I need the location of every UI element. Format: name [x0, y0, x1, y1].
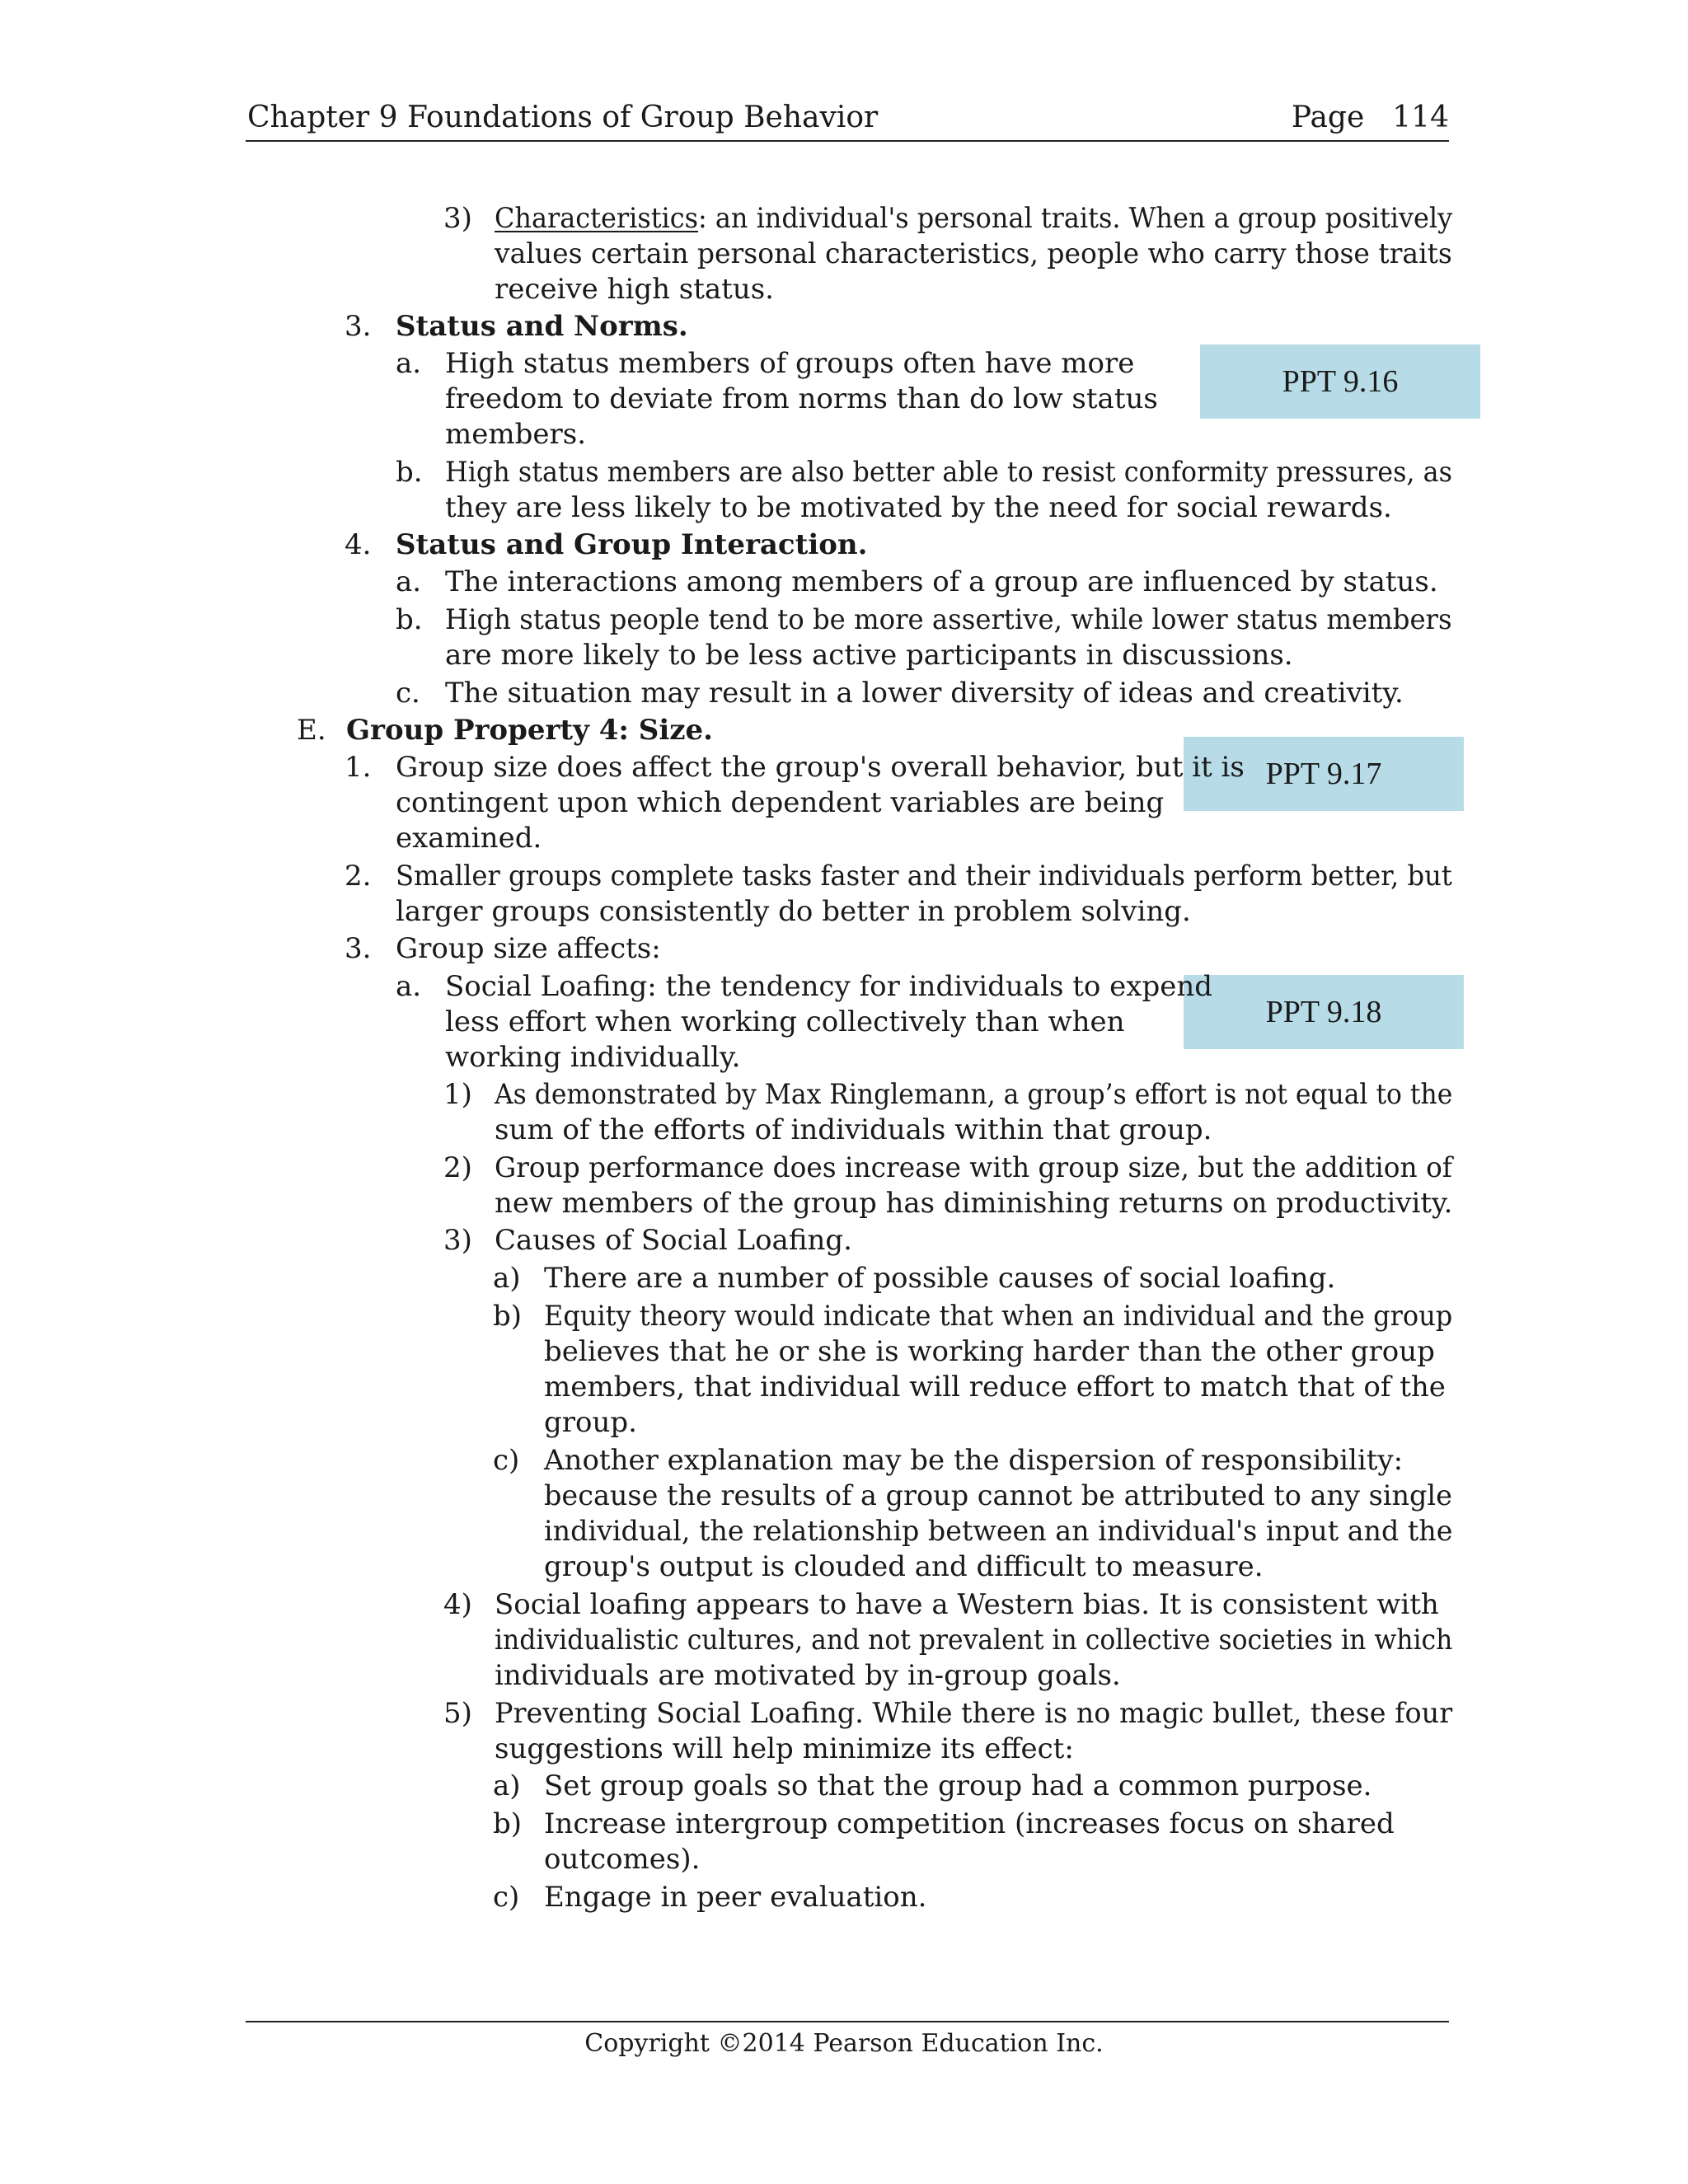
section-heading: Status and Group Interaction.: [396, 528, 868, 561]
list-marker: 1.: [345, 751, 372, 784]
outline-line: because the results of a group cannot be attributed to any single: [544, 1479, 1452, 1512]
outline-line: Increase intergroup competition (increases focus on shared: [544, 1807, 1395, 1840]
list-marker: a.: [396, 970, 422, 1003]
outline-line: values certain personal characteristics, people who carry those traits: [495, 237, 1452, 270]
list-marker: 2.: [345, 860, 372, 893]
outline-line: individualistic cultures, and not prevalent in collective societies in which: [495, 1624, 1453, 1657]
ppt-box-9-17: PPT 9.17: [1184, 737, 1464, 811]
list-marker: b.: [396, 603, 423, 636]
chapter-title: Chapter 9 Foundations of Group Behavior: [247, 101, 879, 134]
outline-line: There are a number of possible causes of social loafing.: [544, 1262, 1336, 1295]
outline-line: The situation may result in a lower diversity of ideas and creativity.: [445, 677, 1404, 710]
list-marker: b.: [396, 456, 423, 489]
list-marker: E.: [297, 714, 326, 747]
list-marker: 4.: [345, 528, 372, 561]
outline-line: individual, the relationship between an individual's input and the: [544, 1515, 1453, 1548]
list-marker: 1): [443, 1078, 472, 1111]
page-label: Page: [1291, 101, 1365, 134]
term-characteristics: Characteristics: [495, 202, 698, 235]
outline-line: Equity theory would indicate that when an individual and the group: [544, 1300, 1453, 1333]
list-marker: c): [493, 1881, 520, 1914]
list-marker: 5): [443, 1697, 472, 1730]
outline-line: sum of the efforts of individuals within that group.: [495, 1113, 1212, 1146]
outline-line: less effort when working collectively than when: [445, 1005, 1125, 1038]
outline-line: Social Loafing: the tendency for individuals to expend: [445, 970, 1213, 1003]
outline-line: Causes of Social Loafing.: [495, 1224, 852, 1257]
outline-line: contingent upon which dependent variables are being: [396, 786, 1165, 819]
line-text: : an individual's personal traits. When a group positively: [697, 202, 1453, 235]
outline-line: group.: [544, 1406, 637, 1439]
outline-line: Preventing Social Loafing. While there is no magic bullet, these four: [495, 1697, 1453, 1730]
page-header: [246, 97, 1449, 142]
outline-line: As demonstrated by Max Ringlemann, a group’s effort is not equal to the: [495, 1078, 1453, 1111]
outline-line: High status people tend to be more assertive, while lower status members: [445, 603, 1452, 636]
list-marker: 3.: [345, 310, 372, 343]
outline-line: new members of the group has diminishing returns on productivity.: [495, 1187, 1453, 1220]
outline-line: Another explanation may be the dispersion of responsibility:: [544, 1444, 1404, 1477]
outline-line: Engage in peer evaluation.: [544, 1881, 927, 1914]
outline-line: The interactions among members of a group are influenced by status.: [445, 565, 1438, 598]
list-marker: 4): [443, 1588, 472, 1621]
list-marker: a.: [396, 347, 422, 380]
outline-line: Smaller groups complete tasks faster and their individuals perform better, but: [396, 860, 1452, 893]
list-marker: c.: [396, 677, 420, 710]
page-number-block: [1292, 101, 1449, 134]
outline-line: Set group goals so that the group had a common purpose.: [544, 1769, 1372, 1802]
outline-line: [495, 201, 1452, 237]
outline-line: receive high status.: [495, 273, 774, 306]
ppt-box-9-16: PPT 9.16: [1200, 344, 1480, 419]
outline-line: freedom to deviate from norms than do low status: [445, 382, 1158, 415]
list-marker: a.: [396, 565, 422, 598]
outline-line: larger groups consistently do better in problem solving.: [396, 895, 1191, 928]
list-marker: 2): [443, 1151, 472, 1184]
outline-line: are more likely to be less active participants in discussions.: [445, 639, 1293, 672]
outline-line: High status members are also better able to resist conformity pressures, as: [445, 456, 1452, 489]
outline-line: Social loafing appears to have a Western bias. It is consistent with: [495, 1588, 1439, 1621]
list-marker: 3): [443, 1224, 472, 1257]
page-number: 114: [1392, 101, 1449, 134]
list-marker: a): [493, 1769, 521, 1802]
list-marker: c): [493, 1444, 520, 1477]
outline-line: examined.: [396, 822, 542, 855]
list-marker: a): [493, 1262, 521, 1295]
section-heading: Group Property 4: Size.: [346, 714, 714, 747]
list-marker: b): [493, 1807, 523, 1840]
ppt-box-9-18: PPT 9.18: [1184, 975, 1464, 1049]
outline-line: they are less likely to be motivated by the need for social rewards.: [445, 491, 1392, 524]
list-marker: b): [493, 1300, 523, 1333]
outline-line: High status members of groups often have more: [445, 347, 1135, 380]
outline-line: individuals are motivated by in-group goals.: [495, 1659, 1121, 1692]
list-marker: 3.: [345, 932, 372, 965]
outline-line: group's output is clouded and difficult to measure.: [544, 1550, 1264, 1583]
outline-line: working individually.: [445, 1041, 741, 1074]
outline-line: members, that individual will reduce effort to match that of the: [544, 1371, 1446, 1404]
outline-line: Group size affects:: [396, 932, 661, 965]
outline-line: outcomes).: [544, 1843, 701, 1876]
outline-line: suggestions will help minimize its effect:: [495, 1732, 1074, 1765]
outline-line: believes that he or she is working harder than the other group: [544, 1335, 1435, 1368]
copyright-footer: Copyright ©2014 Pearson Education Inc.: [584, 2029, 1104, 2058]
outline-line: Group performance does increase with group size, but the addition of: [495, 1151, 1452, 1184]
outline-line: members.: [445, 418, 586, 451]
list-marker: 3): [443, 202, 472, 235]
footer-divider: [246, 2021, 1449, 2022]
outline-line: Group size does affect the group's overall behavior, but it is: [396, 751, 1245, 784]
section-heading: Status and Norms.: [396, 310, 688, 343]
